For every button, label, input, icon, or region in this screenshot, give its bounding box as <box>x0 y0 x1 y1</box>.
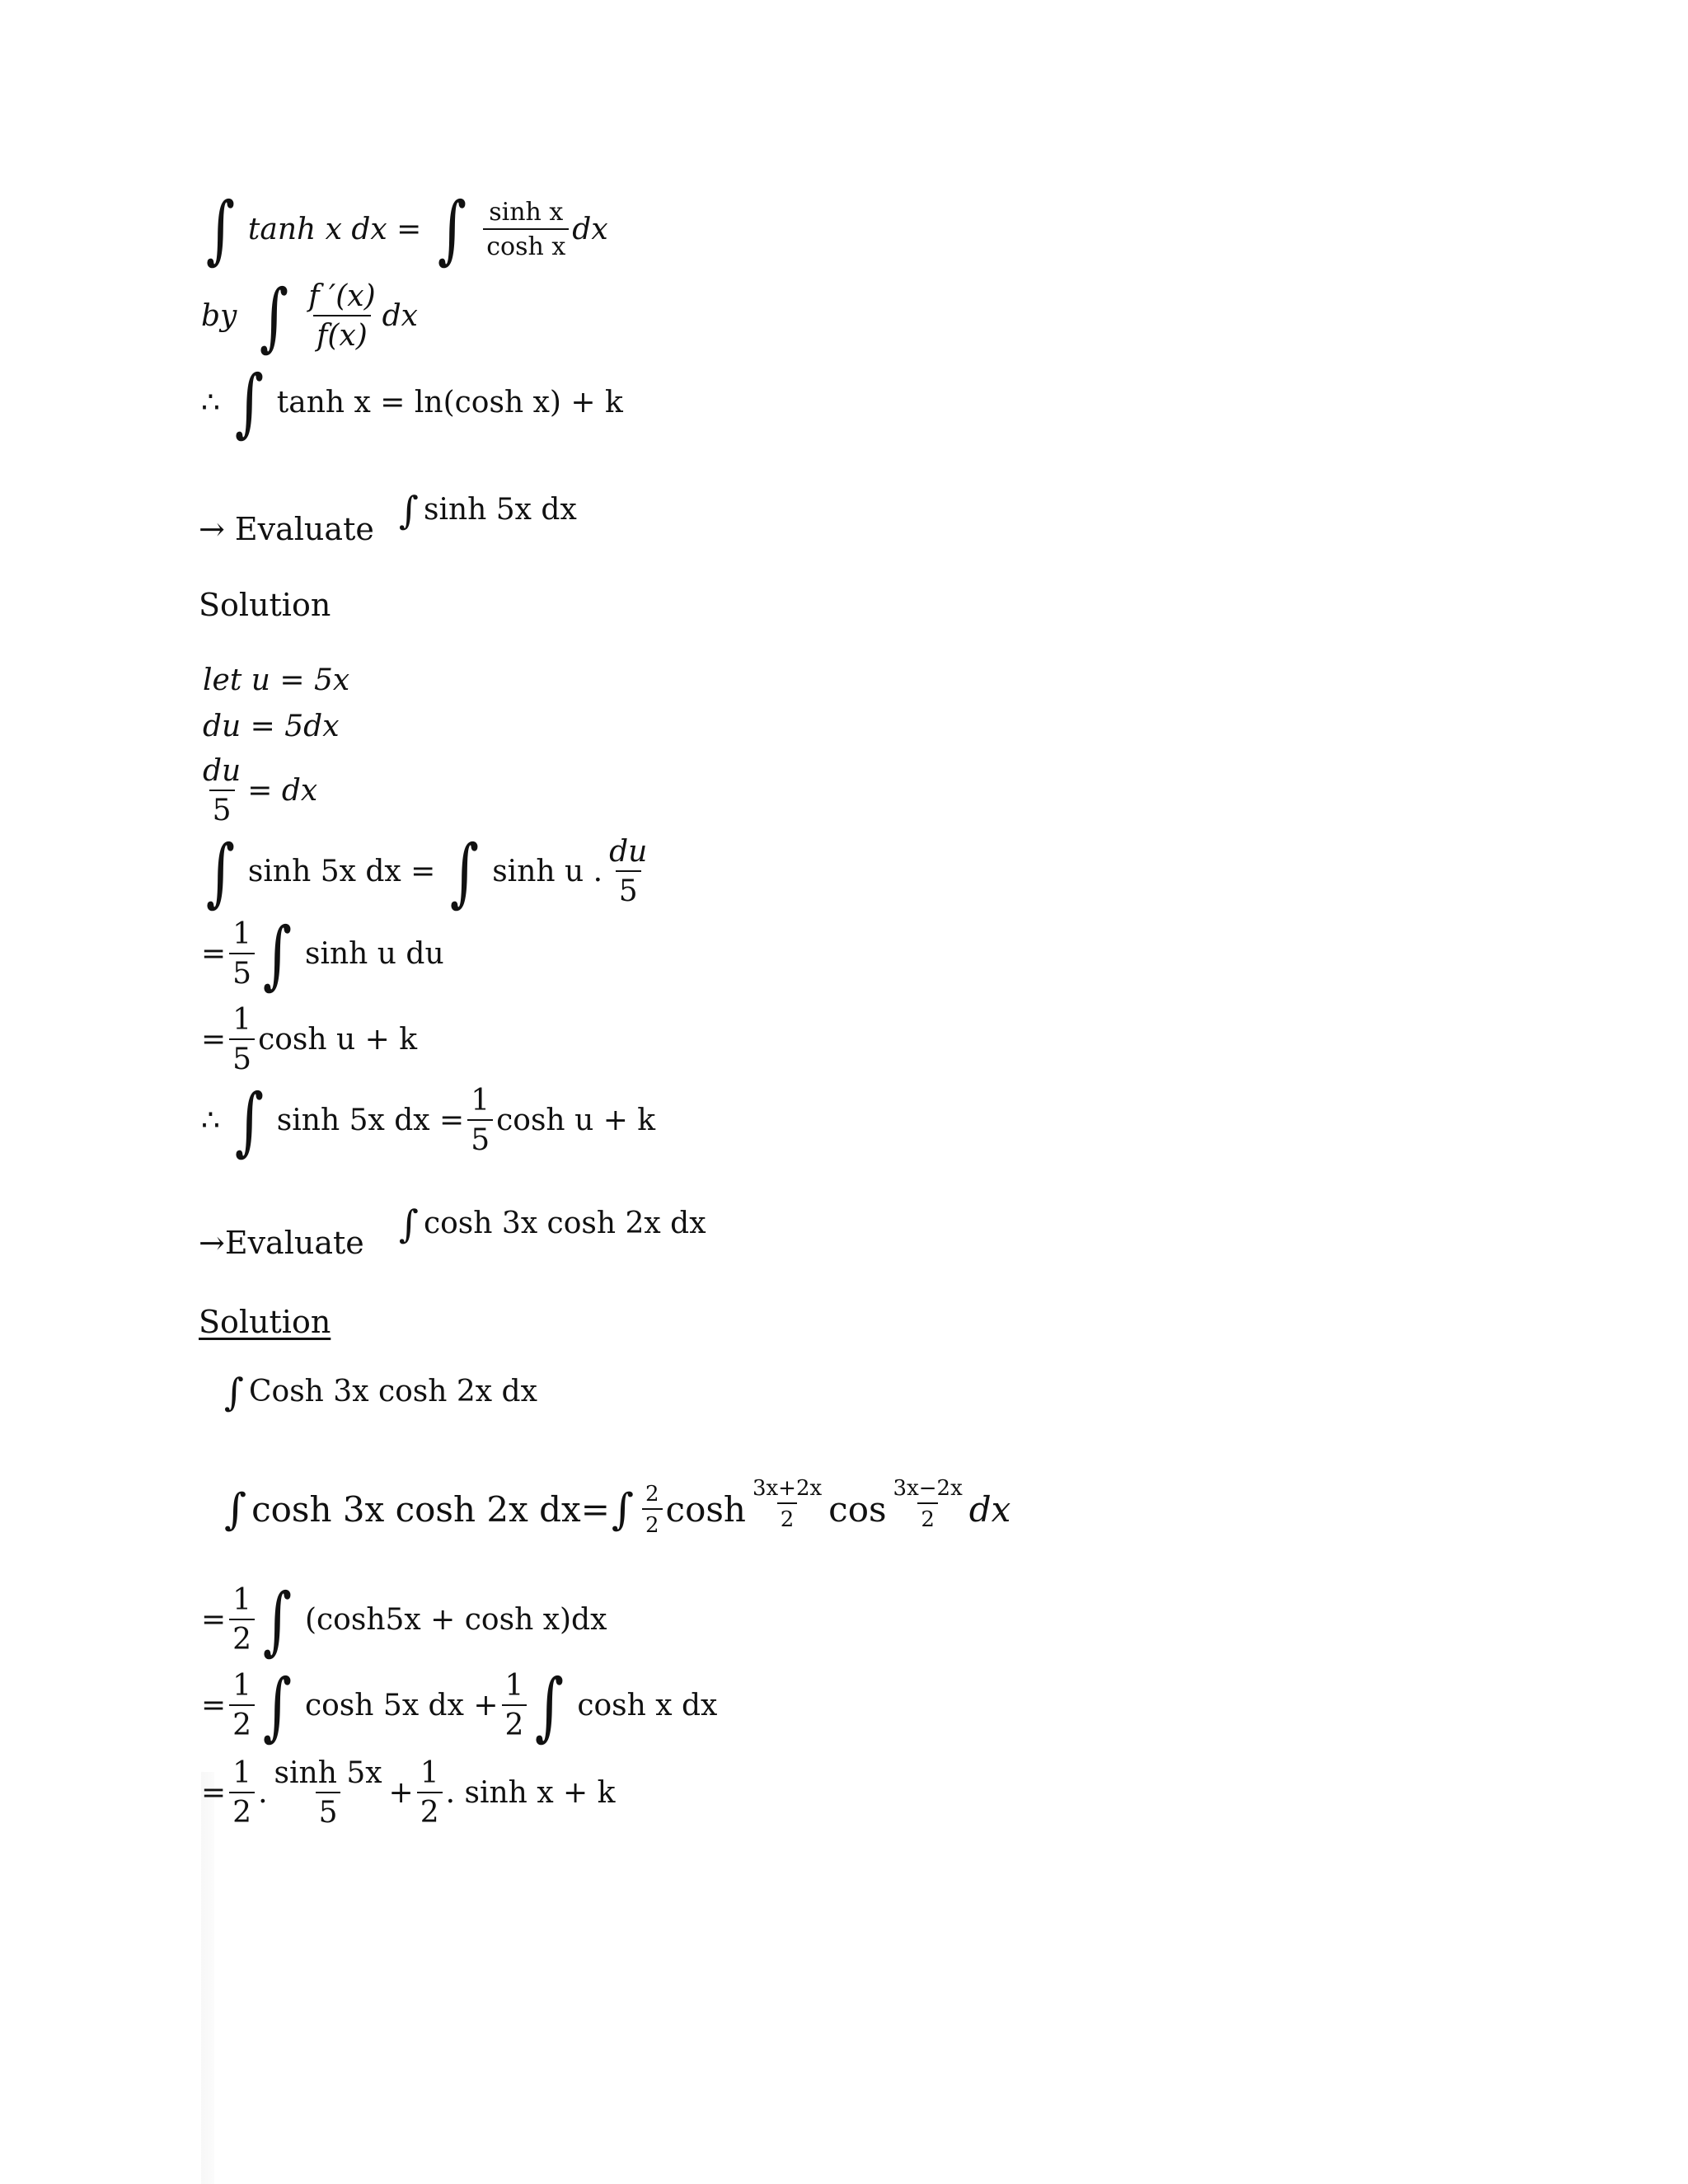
expr: cos <box>828 1489 887 1530</box>
equals-sign: = <box>201 1603 227 1637</box>
fraction: $\frac{\text{sinh x}}{\text{cosh x}}$ <box>483 200 569 260</box>
expr: cosh 3x cosh 2x dx= <box>251 1489 610 1530</box>
du-over-5-line <box>199 754 318 827</box>
integral-sign: ∫ <box>224 1370 244 1414</box>
therefore-symbol: ∴ <box>201 1104 220 1137</box>
integral-sign: ∫ <box>262 1577 293 1664</box>
fraction: $\frac{\sinh 5x}{5}$ <box>274 1756 382 1830</box>
expr: (cosh5x + cosh x)dx <box>304 1603 607 1637</box>
fraction: $\frac{1}{2}$ <box>229 1759 255 1828</box>
expr: Cosh 3x cosh 2x dx <box>248 1375 537 1408</box>
fraction: $\frac{du}{5}$ <box>609 835 648 908</box>
integral-sign: ∫ <box>399 1202 419 1246</box>
fraction: $\frac{3x-2x}{2}$ <box>893 1476 963 1532</box>
expr: cosh 5x dx + <box>304 1689 499 1722</box>
expr: = dx <box>247 774 318 808</box>
question-1-integral <box>399 488 577 532</box>
solution-heading-2: Solution <box>199 1304 331 1340</box>
let-line: let u = 5x <box>203 663 350 697</box>
tanh-line-2 <box>201 273 418 360</box>
fraction: $\frac{du}{5}$ <box>203 754 241 827</box>
integral-sign: ∫ <box>399 488 419 532</box>
fraction: $\frac{1}{2}$ <box>229 1671 255 1741</box>
step-s2 <box>201 1662 718 1750</box>
step-s1 <box>201 1577 607 1664</box>
fraction: $\frac{3x+2x}{2}$ <box>752 1476 823 1532</box>
expr: tanh x = ln(cosh x) + k <box>276 385 623 419</box>
product-identity-line <box>224 1476 1011 1538</box>
fraction: $\frac{1}{5}$ <box>467 1086 493 1155</box>
step-1 <box>201 911 444 998</box>
evaluate-label-2: →Evaluate <box>199 1225 364 1261</box>
integral-sign: ∫ <box>205 828 236 916</box>
evaluate-label-1: → Evaluate <box>199 511 374 547</box>
solution-heading-1: Solution <box>199 587 331 623</box>
fraction: $\frac{1}{5}$ <box>229 920 255 989</box>
expr: dx <box>382 299 418 333</box>
expr: cosh u + k <box>258 1023 418 1057</box>
expr: . <box>258 1776 268 1810</box>
integral-sign: ∫ <box>205 186 236 273</box>
restated-integral <box>224 1370 537 1414</box>
expr: cosh x dx <box>577 1689 718 1722</box>
step-s3 <box>201 1756 616 1830</box>
equals-sign: = <box>201 937 227 971</box>
integral-sign: ∫ <box>234 359 264 446</box>
equals-sign: = <box>201 1023 227 1057</box>
step-2 <box>201 1005 417 1075</box>
du-line: du = 5dx <box>203 710 340 743</box>
expr: cosh <box>665 1489 746 1530</box>
fraction: $\frac{1}{2}$ <box>417 1759 443 1828</box>
question-2-integral <box>399 1202 706 1246</box>
equals-sign: = <box>201 1776 227 1810</box>
therefore-symbol: ∴ <box>201 385 220 419</box>
expr: cosh 3x cosh 2x dx <box>423 1207 706 1240</box>
expr: sinh 5x dx <box>423 493 577 527</box>
fraction: $\frac{1}{5}$ <box>229 1005 255 1075</box>
expr: cosh u + k <box>496 1104 656 1137</box>
expr: tanh x dx = <box>247 212 422 246</box>
substitution-line <box>201 828 654 916</box>
fraction: $\frac{f '(x)}{f(x)}$ <box>308 279 376 353</box>
integral-sign: ∫ <box>234 1077 264 1165</box>
fraction: $\frac{1}{2}$ <box>229 1586 255 1655</box>
equals-sign: = <box>201 1689 227 1722</box>
expr: sinh 5x dx = <box>247 855 436 888</box>
expr: . sinh x + k <box>445 1776 616 1810</box>
integral-sign: ∫ <box>262 1662 293 1750</box>
fraction: $\frac{2}{2}$ <box>642 1483 663 1536</box>
expr: by <box>201 299 237 333</box>
integral-sign: ∫ <box>438 186 467 273</box>
result-1 <box>201 1077 656 1165</box>
expr: dx <box>572 212 608 246</box>
expr: + <box>388 1776 414 1810</box>
expr: sinh 5x dx = <box>276 1104 465 1137</box>
expr: sinh u du <box>304 937 444 971</box>
tanh-line-1 <box>201 186 608 273</box>
expr: dx <box>968 1489 1011 1530</box>
integral-sign: ∫ <box>260 273 289 360</box>
fraction: $\frac{1}{2}$ <box>502 1671 528 1741</box>
expr: sinh u . <box>492 855 603 888</box>
integral-sign: ∫ <box>262 911 293 998</box>
tanh-line-3 <box>201 359 623 446</box>
integral-sign: ∫ <box>224 1485 247 1535</box>
integral-sign: ∫ <box>450 828 480 916</box>
integral-sign: ∫ <box>611 1485 634 1535</box>
integral-sign: ∫ <box>535 1662 565 1750</box>
